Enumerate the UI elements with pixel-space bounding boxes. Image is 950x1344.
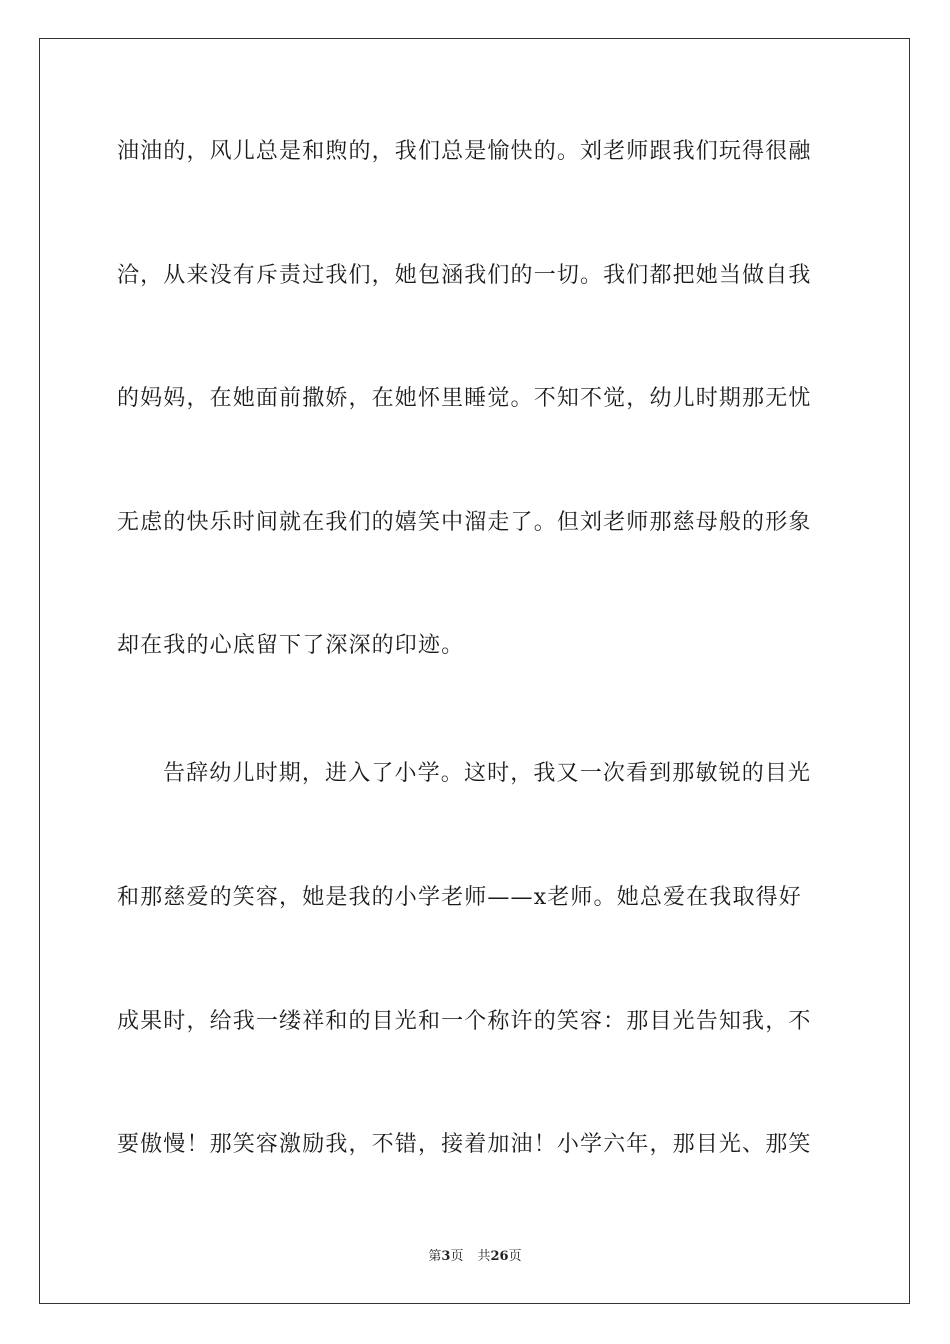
text-line: 成果时，给我一缕祥和的目光和一个称许的笑容：那目光告知我，不 — [117, 1009, 812, 1034]
total-prefix: 共 — [477, 1249, 491, 1264]
page-prefix: 第 — [428, 1249, 442, 1264]
text-line: 油油的，风儿总是和煦的，我们总是愉快的。刘老师跟我们玩得很融 — [117, 139, 812, 164]
page-footer — [0, 1248, 950, 1266]
total-pages: 26 — [490, 1249, 509, 1264]
text-line: 洽，从来没有斥责过我们，她包涵我们的一切。我们都把她当做自我 — [117, 263, 812, 288]
text-line: 要傲慢！那笑容激励我，不错，接着加油！小学六年，那目光、那笑 — [117, 1132, 812, 1157]
paragraph-first-line: 告辞幼儿时期，进入了小学。这时，我又一次看到那敏锐的目光 — [163, 761, 812, 786]
page-border — [39, 38, 910, 1304]
total-suffix: 页 — [508, 1249, 522, 1264]
text-line: 无虑的快乐时间就在我们的嬉笑中溜走了。但刘老师那慈母般的形象 — [117, 510, 812, 535]
page-suffix: 页 — [450, 1249, 464, 1264]
text-line: 的妈妈，在她面前撒娇，在她怀里睡觉。不知不觉，幼儿时期那无忧 — [117, 386, 812, 411]
page-number: 3 — [441, 1249, 451, 1264]
text-line: 和那慈爱的笑容，她是我的小学老师——x老师。她总爱在我取得好 — [117, 885, 802, 910]
text-line: 却在我的心底留下了深深的印迹。 — [117, 633, 465, 658]
